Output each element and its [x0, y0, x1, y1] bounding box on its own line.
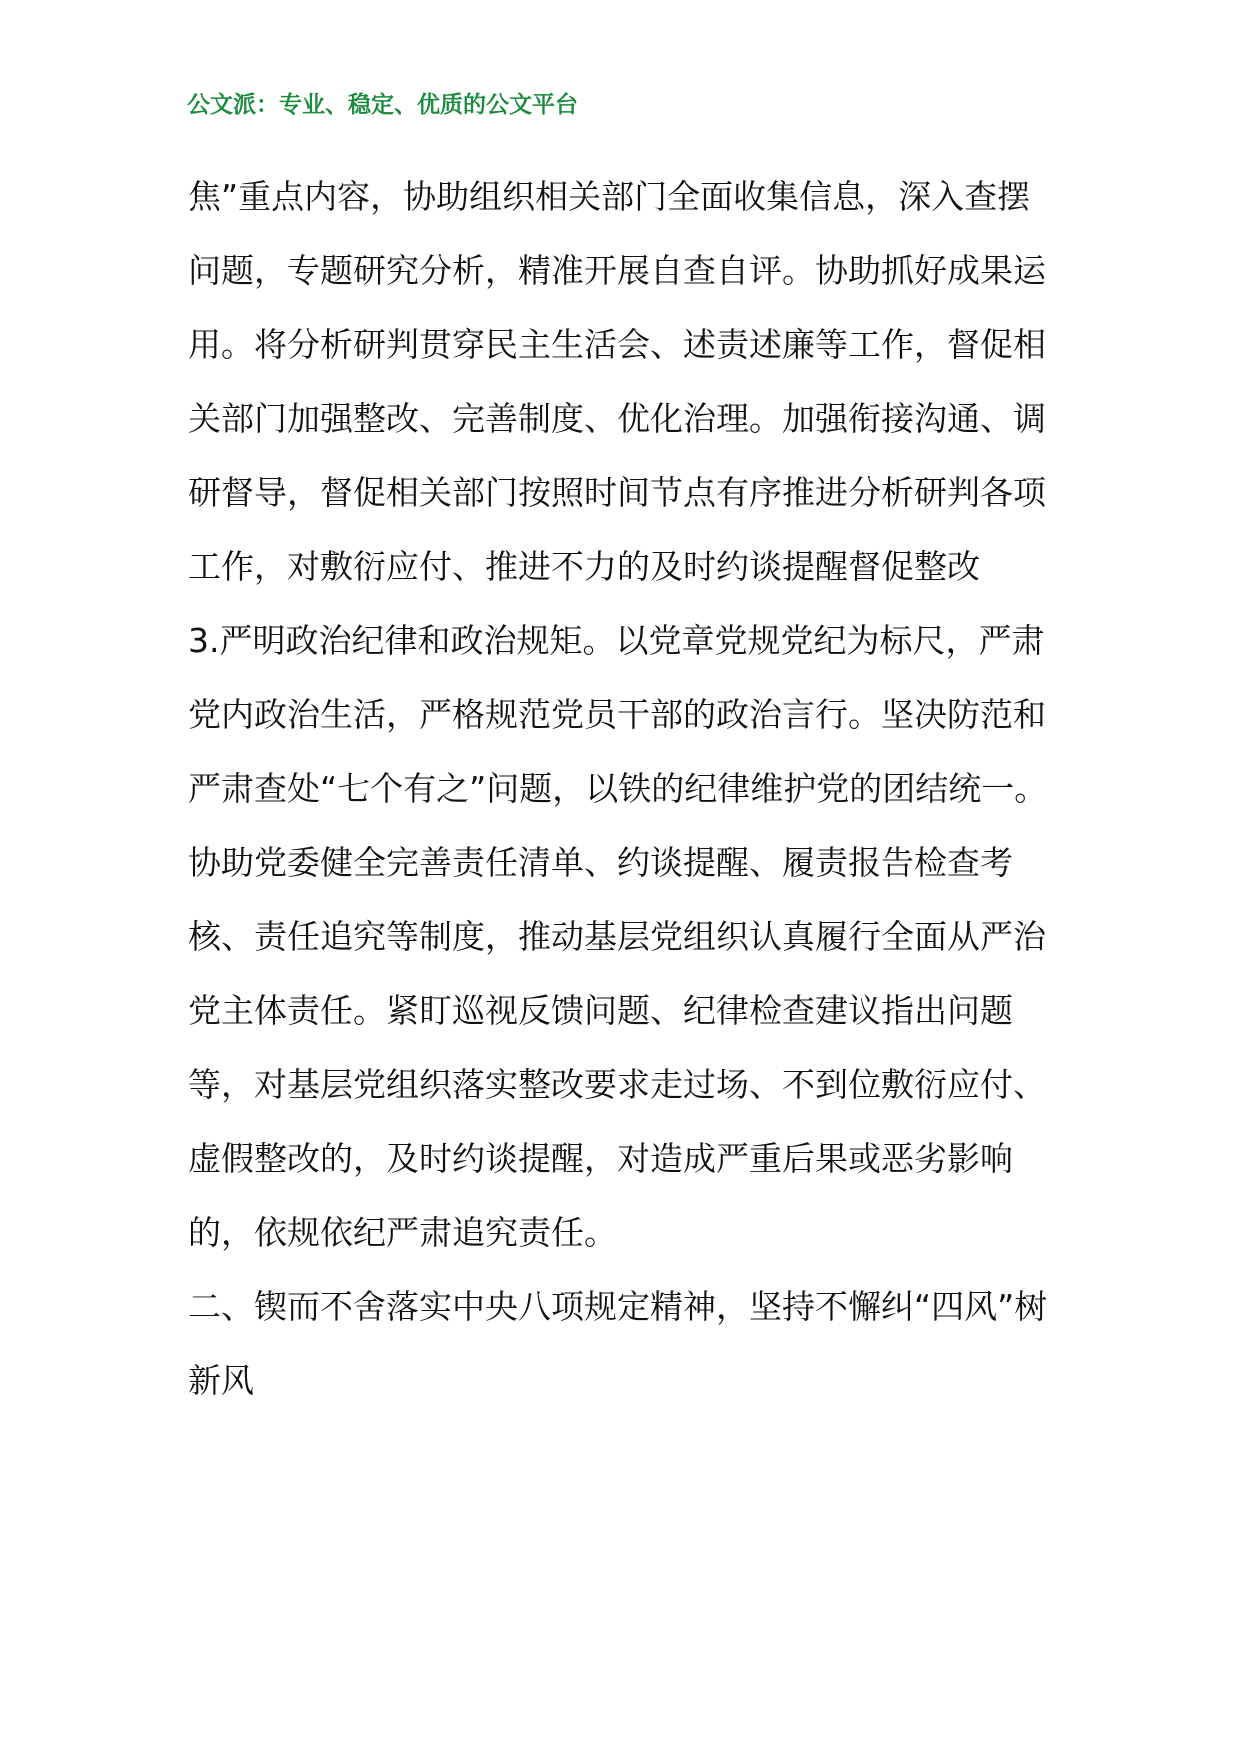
- document-body: [188, 160, 1058, 1418]
- section-heading: 二、锲而不舍落实中央八项规定精神，坚持不懈纠“四风”树新风: [188, 1287, 1048, 1400]
- body-paragraph-1: 焦”重点内容，协助组织相关部门全面收集信息，深入查摆问题，专题研究分析，精准开展自查自评。协助抓好成果运用。将分析研判贯穿民主生活会、述责述廉等工作，督促相关部门加强整改、完善制度、优化治理。加强衔接沟通、调研督导，督促相关部门按照时间节点有序推进分析研判各项工作，对敷衍应付、推进不力的及时约谈提醒督促整改: [188, 177, 1046, 586]
- body-paragraph-2: 3.严明政治纪律和政治规矩。以党章党规党纪为标尺，严肃党内政治生活，严格规范党员干部的政治言行。坚决防范和严肃查处“七个有之”问题，以铁的纪律维护党的团结统一。协助党委健全完善责任清单、约谈提醒、履责报告检查考核、责任追究等制度，推动基层党组织认真履行全面从严治党主体责任。紧盯巡视反馈问题、纪律检查建议指出问题等，对基层党组织落实整改要求走过场、不到位敷衍应付、虚假整改的，及时约谈提醒，对造成严重后果或恶劣影响的，依规依纪严肃追究责任。: [188, 621, 1048, 1252]
- page-header: 公文派：专业、稳定、优质的公文平台: [187, 92, 578, 118]
